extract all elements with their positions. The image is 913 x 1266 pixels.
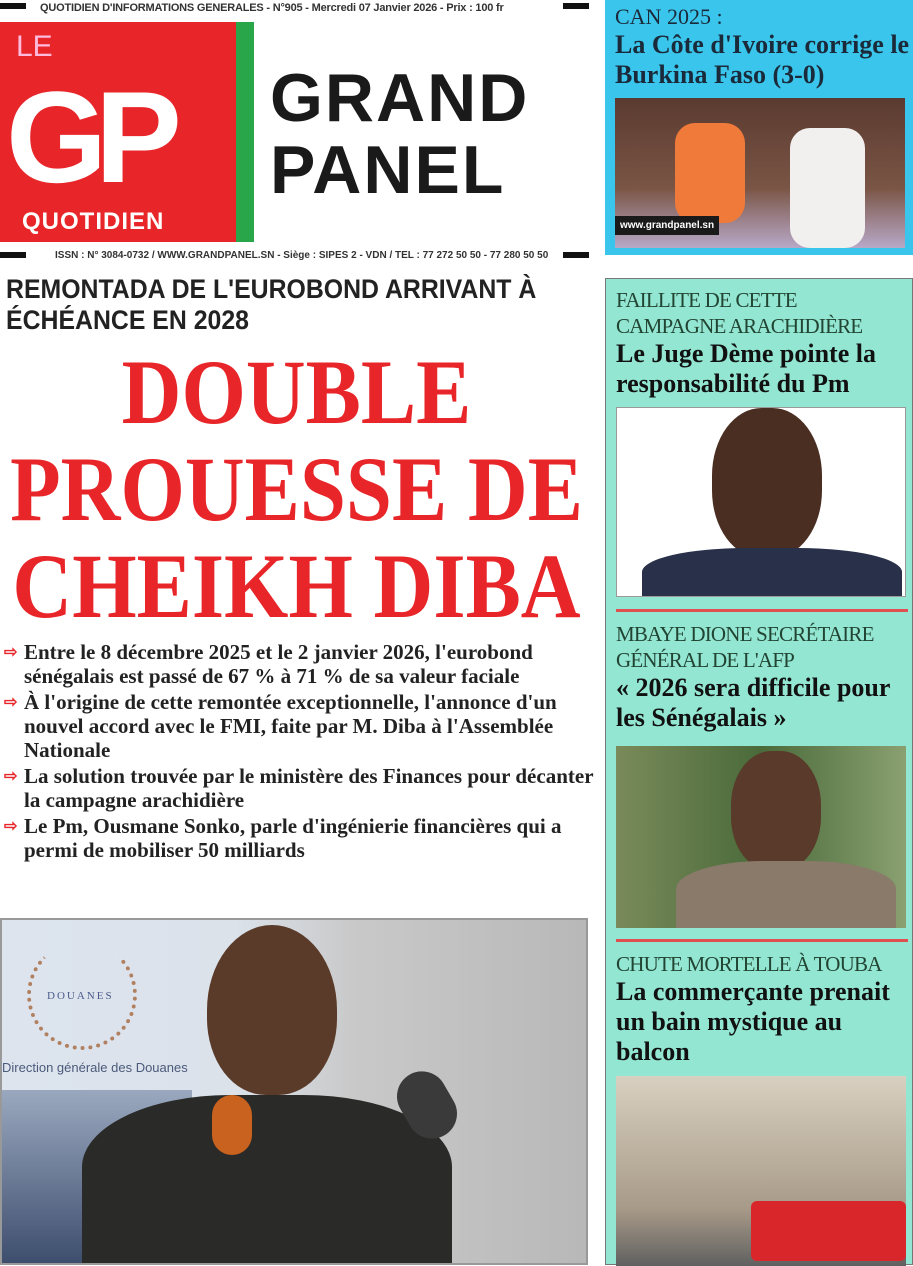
logo-green-stripe bbox=[236, 22, 254, 242]
speaker-head bbox=[207, 925, 337, 1095]
story-kicker: CHUTE MORTELLE À TOUBA bbox=[616, 952, 882, 976]
arrow-icon: ⇨ bbox=[4, 644, 18, 661]
sport-photo bbox=[615, 98, 905, 248]
bullet-text: La solution trouvée par le ministère des Finances pour décanter la campagne arachidière bbox=[24, 764, 594, 812]
lead-headline bbox=[4, 341, 589, 637]
arrow-icon: ⇨ bbox=[4, 694, 18, 711]
bullet-text: Entre le 8 décembre 2025 et le 2 janvier 2026, l'eurobond sénégalais est passé de 67 % à 71 % de sa valeur faciale bbox=[24, 640, 533, 688]
speaker-body bbox=[82, 1095, 452, 1265]
sport-kicker: CAN 2025 : bbox=[615, 4, 723, 29]
story-title: « 2026 sera difficile pour les Sénégalais » bbox=[616, 673, 890, 732]
brand-line: PANEL bbox=[270, 132, 506, 208]
story-title: Le Juge Dème pointe la responsabilité du Pm bbox=[616, 339, 876, 398]
arrow-icon: ⇨ bbox=[4, 818, 18, 835]
bullet-text: À l'origine de cette remontée exceptionnelle, l'annonce d'un nouvel accord avec le FMI, faite par M. Diba à l'Assemblée Nationale bbox=[24, 690, 557, 762]
portrait-head bbox=[731, 751, 821, 871]
headline-line: DOUBLE bbox=[121, 341, 472, 443]
decor-bar bbox=[563, 252, 589, 258]
logo bbox=[0, 22, 236, 242]
logo-le: LE bbox=[16, 30, 53, 63]
portrait-body bbox=[676, 861, 896, 928]
bullet-item bbox=[4, 640, 594, 688]
lead-photo bbox=[0, 918, 588, 1265]
issn-line: ISSN : N° 3084-0732 / WWW.GRANDPANEL.SN - Siège : SIPES 2 - VDN / TEL : 77 272 50 50 - 77 280 50 50 bbox=[55, 250, 549, 261]
player-white bbox=[790, 128, 865, 248]
logo-quotidien: QUOTIDIEN bbox=[22, 208, 165, 235]
brand-name bbox=[270, 62, 529, 206]
divider bbox=[616, 609, 908, 612]
sport-title: La Côte d'Ivoire corrige le Burkina Faso (3-0) bbox=[615, 30, 910, 89]
story-item bbox=[616, 621, 908, 733]
bullet-item bbox=[4, 814, 594, 862]
bullet-item bbox=[4, 764, 594, 812]
photo-credit: www.grandpanel.sn bbox=[615, 216, 719, 235]
player-orange bbox=[675, 123, 745, 223]
bullet-item bbox=[4, 690, 594, 762]
divider bbox=[616, 939, 908, 942]
story-photo bbox=[616, 407, 906, 597]
lead-bullets bbox=[4, 640, 594, 864]
portrait-head bbox=[712, 408, 822, 558]
headline-line: PROUESSE DE bbox=[10, 438, 583, 540]
arrow-icon: ⇨ bbox=[4, 768, 18, 785]
brand-line: GRAND bbox=[270, 60, 530, 136]
story-photo bbox=[616, 746, 906, 928]
story-kicker: FAILLITE DE CETTE CAMPAGNE ARACHIDIÈRE bbox=[616, 288, 863, 338]
lead-kicker: REMONTADA DE L'EUROBOND ARRIVANT À ÉCHÉANCE EN 2028 bbox=[6, 274, 537, 335]
logo-gp: GP bbox=[6, 64, 170, 210]
story-item bbox=[616, 287, 908, 399]
microphone-icon bbox=[212, 1095, 252, 1155]
story-title: La commerçante prenait un bain mystique au balcon bbox=[616, 977, 890, 1066]
story-kicker: MBAYE DIONE SECRÉTAIRE GÉNÉRAL DE L'AFP bbox=[616, 622, 874, 672]
decor-bar bbox=[563, 3, 589, 9]
decor-bar bbox=[0, 3, 26, 9]
headline-line: CHEIKH DIBA bbox=[12, 535, 581, 637]
sidebar-stories bbox=[605, 278, 913, 1265]
bullet-text: Le Pm, Ousmane Sonko, parle d'ingénierie financières qui a permi de mobiliser 50 milliards bbox=[24, 814, 562, 862]
douanes-logo-text: DOUANES bbox=[47, 990, 114, 1002]
story-photo bbox=[616, 1076, 906, 1266]
photo-banner-text: Direction générale des Douanes bbox=[2, 1060, 188, 1075]
portrait-suit bbox=[642, 548, 902, 597]
decor-bar bbox=[0, 252, 26, 258]
edition-info: QUOTIDIEN D'INFORMATIONS GENERALES - N°905 - Mercredi 07 Janvier 2026 - Prix : 100 fr bbox=[40, 2, 504, 14]
ambulance-image bbox=[751, 1201, 906, 1261]
story-item bbox=[616, 951, 908, 1067]
